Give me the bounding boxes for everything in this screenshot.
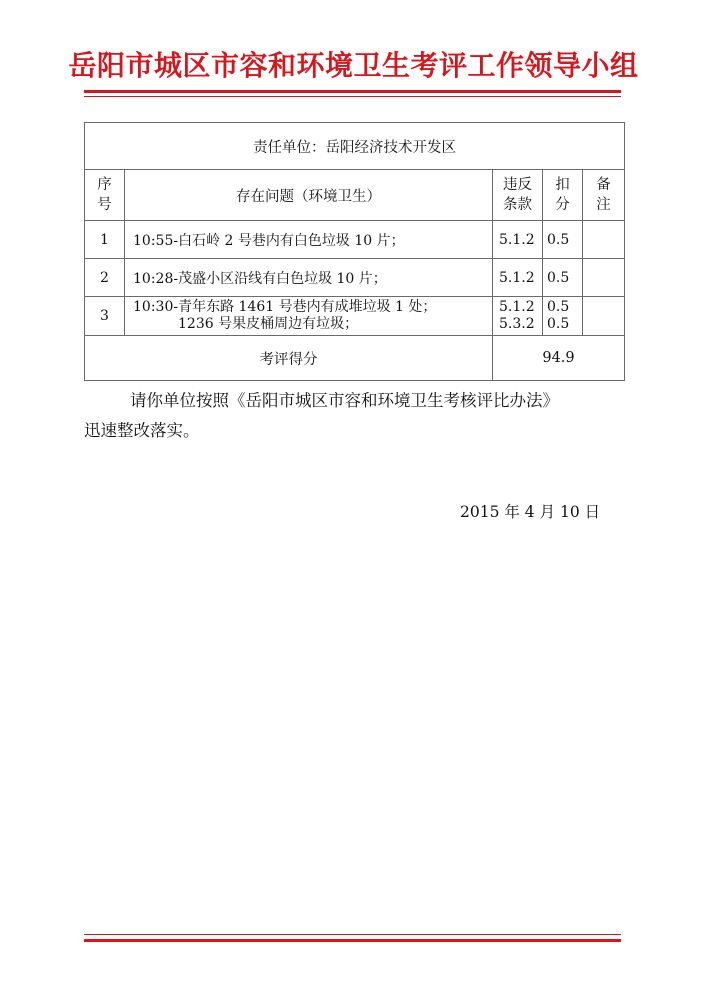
row-issue bbox=[125, 297, 493, 336]
header-deduct-line-1: 扣 bbox=[555, 177, 570, 193]
header-clause-line-1: 违反 bbox=[503, 177, 532, 193]
header-remark-line-1: 备 bbox=[596, 177, 611, 193]
row-seq: 3 bbox=[85, 297, 125, 336]
header-remark-line-2: 注 bbox=[596, 197, 611, 213]
footer-rule-thin bbox=[84, 934, 621, 935]
score-row bbox=[85, 336, 625, 381]
header-seq-line-2: 号 bbox=[97, 197, 112, 213]
responsible-unit-cell: 责任单位：岳阳经济技术开发区 bbox=[85, 123, 625, 170]
row-clause: 5.1.2 bbox=[493, 259, 543, 297]
row-seq: 2 bbox=[85, 259, 125, 297]
row-deduction-line-2: 0.5 bbox=[547, 316, 570, 332]
table-header-row bbox=[85, 170, 625, 221]
row-clause bbox=[493, 297, 543, 336]
row-clause-line-2: 5.3.2 bbox=[499, 316, 535, 332]
row-deduction: 0.5 bbox=[543, 221, 583, 259]
header-seq bbox=[85, 170, 125, 221]
header-clause-line-2: 条款 bbox=[503, 197, 532, 213]
issue-date: 2015 年 4 月 10 日 bbox=[460, 503, 601, 521]
header-issue: 存在问题（环境卫生） bbox=[125, 170, 493, 221]
notice-paragraph bbox=[84, 386, 624, 446]
score-label: 考评得分 bbox=[85, 336, 493, 381]
responsible-unit-row bbox=[85, 123, 625, 170]
notice-line-1: 请你单位按照《岳阳市城区市容和环境卫生考核评比办法》 bbox=[130, 391, 559, 410]
row-issue: 10:55-白石岭 2 号巷内有白色垃圾 10 片； bbox=[125, 221, 493, 259]
row-remark bbox=[583, 221, 625, 259]
row-clause: 5.1.2 bbox=[493, 221, 543, 259]
row-remark bbox=[583, 297, 625, 336]
row-issue: 10:28-茂盛小区沿线有白色垃圾 10 片； bbox=[125, 259, 493, 297]
table-row bbox=[85, 221, 625, 259]
row-seq: 1 bbox=[85, 221, 125, 259]
header-deduct-line-2: 分 bbox=[555, 197, 570, 213]
table-row bbox=[85, 259, 625, 297]
notice-line-2: 迅速整改落实。 bbox=[84, 421, 200, 440]
header-seq-line-1: 序 bbox=[97, 177, 112, 193]
header-rule-thin bbox=[84, 96, 621, 97]
header-clause bbox=[493, 170, 543, 221]
footer-rule-thick bbox=[84, 939, 621, 942]
header-rule-thick bbox=[84, 90, 621, 93]
row-deduction bbox=[543, 297, 583, 336]
row-deduction: 0.5 bbox=[543, 259, 583, 297]
row-deduction-line-1: 0.5 bbox=[547, 299, 570, 315]
row-issue-line-1: 10:30-青年东路 1461 号巷内有成堆垃圾 1 处； bbox=[133, 299, 437, 315]
table-row bbox=[85, 297, 625, 336]
row-issue-line-2: 1236 号果皮桶周边有垃圾； bbox=[178, 316, 359, 332]
header-title: 岳阳市城区市容和环境卫生考评工作领导小组 bbox=[68, 49, 639, 82]
row-remark bbox=[583, 259, 625, 297]
report-table bbox=[84, 122, 625, 381]
row-clause-line-1: 5.1.2 bbox=[499, 299, 535, 315]
score-value: 94.9 bbox=[493, 336, 625, 381]
header-deduct bbox=[543, 170, 583, 221]
header-remark bbox=[583, 170, 625, 221]
